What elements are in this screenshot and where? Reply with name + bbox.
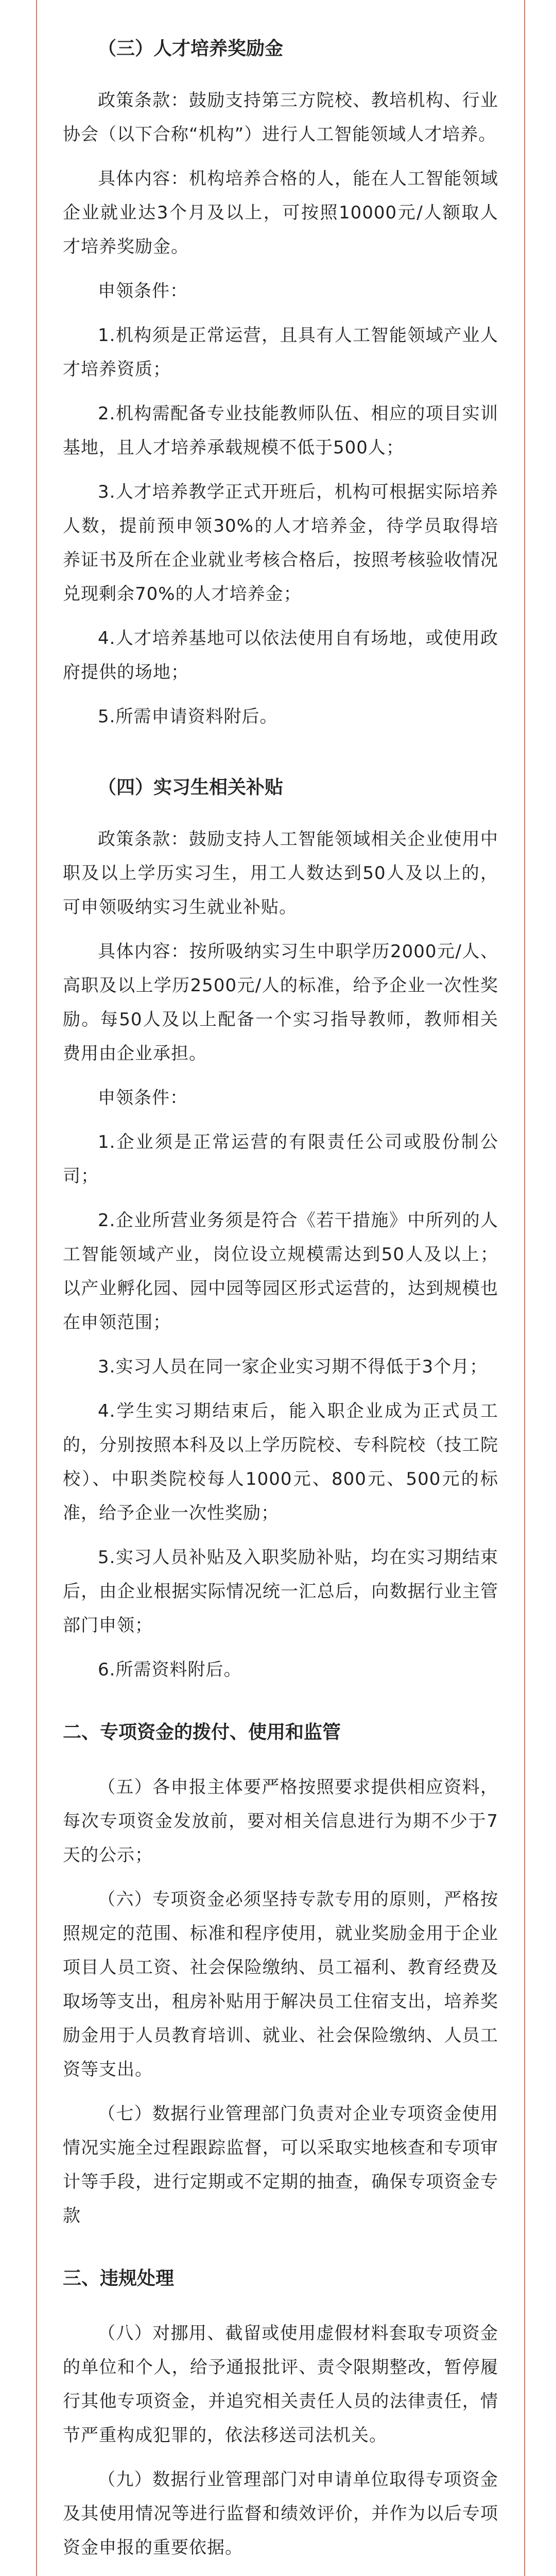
paragraph: 具体内容：机构培养合格的人，能在人工智能领域企业就业达3个月及以上，可按照10000元/人额取人才培养奖励金。 — [63, 168, 498, 257]
paragraph: 4.人才培养基地可以依法使用自有场地，或使用政府提供的场地； — [63, 628, 498, 683]
paragraph: （六）专项资金必须坚持专款专用的原则，严格按照规定的范围、标准和程序使用，就业奖励金用于企业项目人员工资、社会保险缴纳、员工福利、教育经费及取场等支出，租房补贴用于解决员工住宿支出，培养奖励金用于人员教育培训、就业、社会保险缴纳、人员工资等支出。 — [63, 1889, 498, 2080]
paragraph: 政策条款：鼓励支持第三方院校、教培机构、行业协会（以下合称“机构”）进行人工智能领域人才培养。 — [63, 90, 498, 145]
paragraph: 政策条款：鼓励支持人工智能领域相关企业使用中职及以上学历实习生，用工人数达到50人及以上的，可申领吸纳实习生就业补贴。 — [63, 829, 498, 918]
paragraph: 申领条件： — [98, 281, 188, 301]
section-3-heading: 三、违规处理 — [63, 2268, 175, 2289]
section-4-title: （四）实习生相关补贴 — [98, 777, 284, 798]
paragraph: 5.实习人员补贴及入职奖励补贴，均在实习期结束后，由企业根据实际情况统一汇总后，向数据行业主管部门申领； — [63, 1547, 498, 1636]
document-panel — [36, 0, 525, 2576]
paragraph: 3.人才培养教学正式开班后，机构可根据实际培养人数，提前预申领30%的人才培养金，待学员取得培养证书及所在企业就业考核合格后，按照考核验收情况兑现剩余70%的人才培养金； — [63, 482, 498, 604]
paragraph: （七）数据行业管理部门负责对企业专项资金使用情况实施全过程跟踪监督，可以采取实地核查和专项审计等手段，进行定期或不定期的抽查，确保专项资金专款 — [63, 2104, 498, 2226]
paragraph: 1.企业须是正常运营的有限责任公司或股份制公司； — [63, 1132, 498, 1187]
paragraph: （八）对挪用、截留或使用虚假材料套取专项资金的单位和个人，给予通报批评、责令限期整改，暂停履行其他专项资金，并追究相关责任人员的法律责任，情节严重构成犯罪的，依法移送司法机关。 — [63, 2323, 498, 2446]
paragraph: 5.所需申请资料附后。 — [98, 706, 278, 727]
paragraph: 申领条件： — [98, 1088, 188, 1108]
paragraph: 4.学生实习期结束后，能入职企业成为正式员工的，分别按照本科及以上学历院校、专科院校（技工院校）、中职类院校每人1000元、800元、500元的标准，给予企业一次性奖励； — [63, 1401, 498, 1523]
paragraph: （五）各申报主体要严格按照要求提供相应资料，每次专项资金发放前，要对相关信息进行为期不少于7天的公示； — [63, 1777, 498, 1866]
paragraph: 3.实习人员在同一家企业实习期不得低于3个月； — [98, 1357, 488, 1377]
paragraph: （九）数据行业管理部门对申请单位取得专项资金及其使用情况等进行监督和绩效评价，并作为以后专项资金申报的重要依据。 — [63, 2469, 498, 2558]
paragraph: 2.企业所营业务须是符合《若干措施》中所列的人工智能领域产业，岗位设立规模需达到50人及以上；以产业孵化园、园中园等园区形式运营的，达到规模也在申领范围； — [63, 1210, 498, 1333]
paragraph: 6.所需资料附后。 — [98, 1659, 242, 1680]
document-body — [37, 0, 524, 2576]
paragraph: 具体内容：按所吸纳实习生中职学历2000元/人、高职及以上学历2500元/人的标准，给予企业一次性奖励。每50人及以上配备一个实习指导教师，教师相关费用由企业承担。 — [63, 941, 498, 1064]
paragraph: 2.机构需配备专业技能教师队伍、相应的项目实训基地，且人才培养承载规模不低于500人； — [63, 403, 498, 458]
section-3-title: （三）人才培养奖励金 — [98, 38, 284, 59]
paragraph: 1.机构须是正常运营，且具有人工智能领域产业人才培养资质； — [63, 325, 498, 380]
section-2-title: 二、专项资金的拨付、使用和监管 — [63, 1722, 341, 1743]
